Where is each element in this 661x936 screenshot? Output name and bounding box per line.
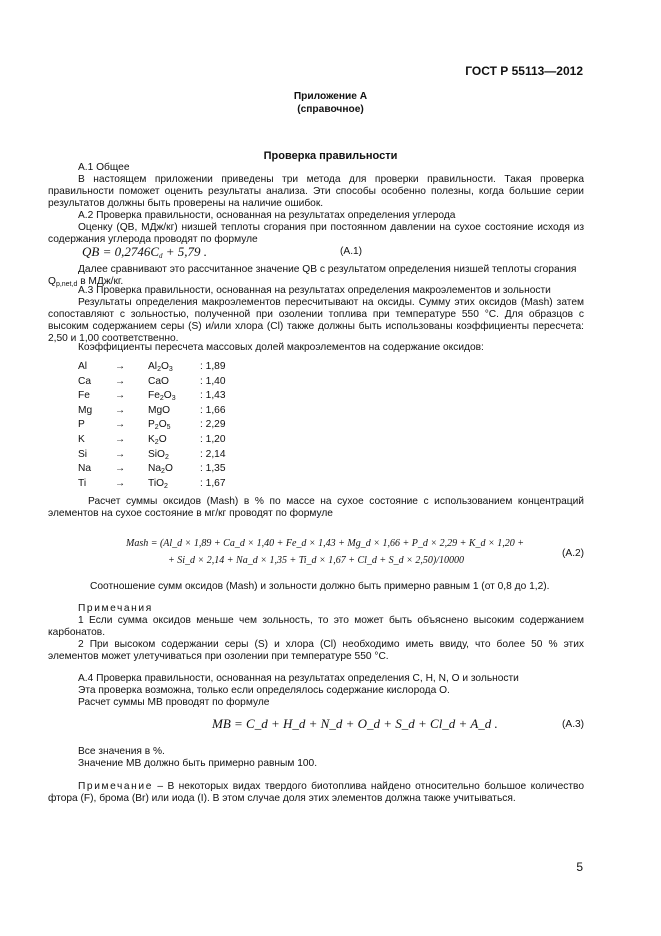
a4-line-2: Расчет суммы MB проводят по формуле bbox=[78, 697, 270, 708]
conversion-factor: : 2,14 bbox=[200, 448, 226, 460]
conversion-element: Al bbox=[78, 361, 88, 372]
conversion-element: P bbox=[78, 419, 85, 431]
section-heading: Проверка правильности bbox=[263, 150, 398, 162]
conversion-factor: : 1,20 bbox=[200, 434, 226, 445]
note-2: 2 При высоком содержании серы (S) и хлора (Cl) необходимо иметь ввиду, что более 50 % этих элементов может улетучиваться при озолении при температуре 550 °С. bbox=[48, 639, 584, 662]
formula-a1: QB = $0,2746C_d + 5,79$ . bbox=[82, 244, 208, 260]
conversion-element: Fe bbox=[78, 390, 90, 402]
conversion-element: K bbox=[78, 434, 85, 445]
appendix-title: Приложение А bbox=[293, 91, 368, 102]
conversion-element: Ca bbox=[78, 375, 92, 387]
page-number: 5 bbox=[576, 860, 583, 874]
conversion-arrow: → bbox=[115, 477, 126, 489]
formula-a2-number: (А.2) bbox=[562, 548, 585, 559]
conversion-factor: : 1,66 bbox=[200, 404, 226, 416]
conversion-factor: : 1,89 bbox=[200, 361, 226, 372]
conversion-factor: : 1,35 bbox=[200, 463, 226, 475]
conversion-oxide: $P_2O_5$ bbox=[148, 419, 171, 432]
conversion-arrow: → bbox=[115, 434, 126, 445]
standard-number: ГОСТ Р 55113—2012 bbox=[465, 64, 583, 78]
a2-text: Оценку (QB, МДж/кг) низшей теплоты сгорания при постоянном давлении на сухое состояние исходя из содержания углерода проводят по формуле bbox=[48, 222, 584, 245]
conversion-element: Na bbox=[78, 463, 92, 475]
conversion-factor: : 1,67 bbox=[200, 477, 226, 489]
formula-a2-line1: Mash = (Al_d × 1,89 + Ca_d × 1,40 + Fe_d × 1,43 + Mg_d × 1,66 + P_d × 2,29 + K_d × 1,20 + bbox=[126, 538, 524, 549]
conversion-arrow: → bbox=[115, 419, 126, 431]
conversion-oxide: $Al_2O_3$ bbox=[148, 361, 173, 373]
conversion-element: Ti bbox=[78, 477, 87, 489]
mash-text: Расчет суммы оксидов (Mash) в % по массе на сухое состояние с использованием концентраций элементов на сухое состояние в мг/кг проводят по формуле bbox=[48, 496, 584, 519]
notes-title: Примечания bbox=[78, 603, 153, 614]
a4-title: А.4 Проверка правильности, основанная на результатах определения С, H, N, O и зольности bbox=[78, 673, 519, 684]
a2-after-text: Далее сравнивают это рассчитанное значение QB с результатом определения низшей теплоты сгорания bbox=[78, 264, 577, 275]
formula-a3: MB = C_d + H_d + N_d + O_d + S_d + Cl_d + A_d . bbox=[212, 716, 498, 731]
conversion-arrow: → bbox=[115, 463, 126, 475]
mb-value-text: Значение MB должно быть примерно равным 100. bbox=[78, 758, 318, 769]
a2-after-unit: $Q_{p,net,d}$ в МДж/кг. bbox=[48, 276, 124, 288]
formula-a3-number: (А.3) bbox=[562, 719, 585, 730]
conversion-arrow: → bbox=[115, 361, 126, 372]
conversion-oxide: $K_2O$ bbox=[148, 434, 167, 446]
appendix-subtitle: (справочное) bbox=[297, 104, 364, 115]
conversion-oxide: $Fe_2O_3$ bbox=[148, 390, 176, 403]
conversion-factor: : 1,43 bbox=[200, 390, 226, 402]
conversion-oxide: CaO bbox=[148, 375, 169, 387]
conversion-arrow: → bbox=[115, 404, 126, 416]
conversion-element: Mg bbox=[78, 404, 93, 416]
ratio-text: Соотношение сумм оксидов (Mash) и зольности должно быть примерно равным 1 (от 0,8 до 1,2). bbox=[90, 581, 550, 592]
coef-intro: Коэффициенты пересчета массовых долей макроэлементов на содержание оксидов: bbox=[78, 342, 484, 353]
a1-text: В настоящем приложении приведены три метода для проверки правильности. Такая проверка правильности поможет оценить результаты анализа. Эти способы особенно полезны, когда большие серии результатов должны быть проверены на наличие ошибок. bbox=[48, 174, 584, 209]
conversion-oxide: $Na_2O$ bbox=[148, 463, 173, 476]
conversion-arrow: → bbox=[115, 448, 126, 460]
conversion-factor: : 2,29 bbox=[200, 419, 226, 431]
a3-title: А.3 Проверка правильности, основанная на результатах определения макроэлементов и зольности bbox=[78, 285, 551, 296]
note-1: 1 Если сумма оксидов меньше чем зольность, то это может быть объяснено высоким содержанием карбонатов. bbox=[48, 615, 584, 638]
all-values-text: Все значения в %. bbox=[78, 746, 165, 757]
final-note: Примечание – В некоторых видах твердого биотоплива найдено относительно большое количество фтора (F), брома (Br) или иода (I). В этом случае доля этих элементов должна также учитываться. bbox=[48, 781, 584, 804]
a4-line-1: Эта проверка возможна, только если определялось содержание кислорода О. bbox=[78, 685, 450, 696]
conversion-arrow: → bbox=[115, 375, 126, 387]
formula-a2-line2: + Si_d × 2,14 + Na_d × 1,35 + Ti_d × 1,67 + Cl_d + S_d × 2,50)/10000 bbox=[168, 555, 465, 566]
conversion-oxide: SiO$_2$ bbox=[148, 448, 169, 461]
a1-title: А.1 Общее bbox=[78, 162, 130, 173]
conversion-element: Si bbox=[78, 448, 88, 460]
conversion-factor: : 1,40 bbox=[200, 375, 226, 387]
conversion-oxide: MgO bbox=[148, 404, 171, 416]
conversion-arrow: → bbox=[115, 390, 126, 402]
a2-title: А.2 Проверка правильности, основанная на результатах определения углерода bbox=[78, 210, 456, 221]
formula-a1-number: (А.1) bbox=[340, 246, 363, 257]
conversion-oxide: TiO$_2$ bbox=[148, 477, 168, 490]
a3-text: Результаты определения макроэлементов пересчитывают на оксиды. Сумму этих оксидов (Mash) затем сопоставляют с зольностью, полученной при озолении топлива при температуре 550 °С. Для образцов с высоким содержанием серы (S) и/или хлора (Cl) также должны быть использованы коэффициенты пересчета: 2,50 и 1,00 соответственно. bbox=[48, 297, 584, 344]
